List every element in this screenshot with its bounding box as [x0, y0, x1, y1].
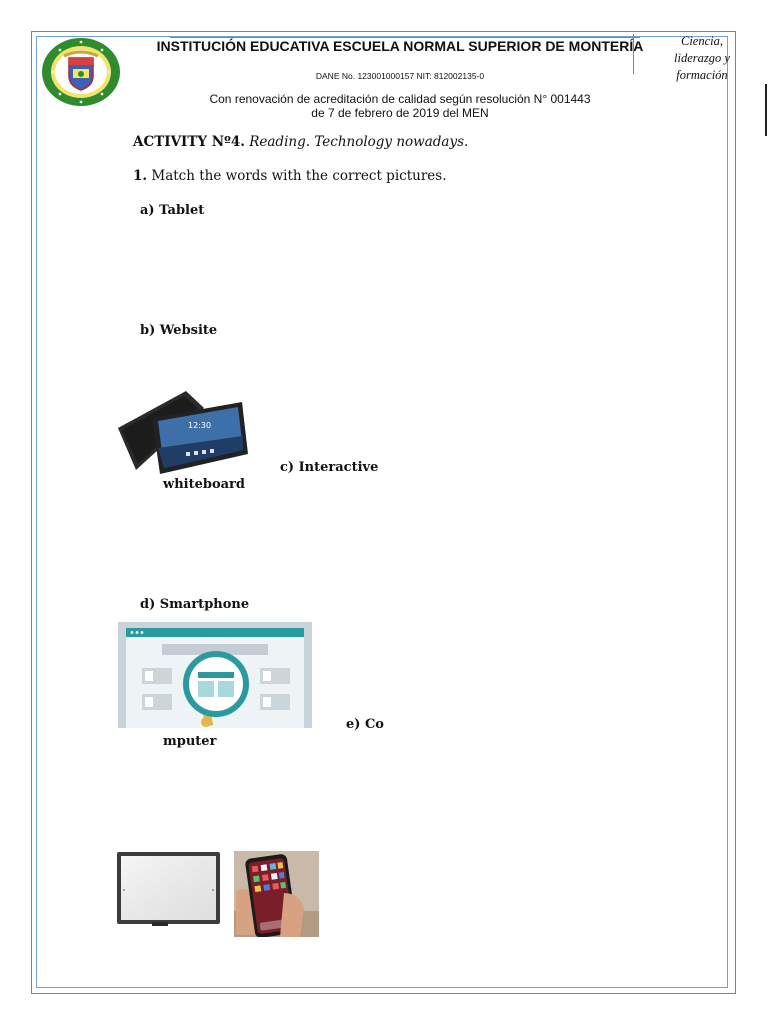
option-b: b) Website — [140, 323, 218, 338]
instruction-text: Match the words with the correct pictures. — [151, 168, 447, 184]
accreditation-line-1: Con renovación de acreditación de calidad según resolución N° 001443 — [209, 92, 591, 106]
school-seal-logo — [40, 36, 122, 108]
accreditation-line-2: de 7 de febrero de 2019 del MEN — [311, 106, 489, 120]
interactive-whiteboard-picture — [116, 850, 221, 928]
activity-subtitle: Reading. Technology nowadays. — [249, 134, 469, 150]
option-c-part1: c) Interactive — [280, 460, 379, 475]
institution-name: INSTITUCIÓN EDUCATIVA ESCUELA NORMAL SUPERIOR DE MONTERÍA — [156, 38, 644, 54]
motto-line-1: Ciencia, — [680, 34, 723, 48]
option-c-part2: whiteboard — [163, 477, 245, 492]
accreditation-text — [150, 92, 650, 120]
option-e-part1: e) Co — [346, 717, 384, 732]
motto — [664, 33, 740, 84]
option-e-part2: mputer — [163, 734, 217, 749]
option-a: a) Tablet — [140, 203, 205, 218]
instruction — [133, 168, 446, 184]
activity-title — [133, 134, 468, 150]
smartphone-picture — [234, 851, 319, 937]
website-picture — [118, 622, 312, 728]
motto-line-3: formación — [676, 68, 728, 82]
edge-mark — [765, 84, 767, 136]
tablet-screen-time: 12:30 — [188, 421, 212, 430]
option-d: d) Smartphone — [140, 597, 250, 612]
tablet-picture — [116, 388, 250, 478]
activity-number: ACTIVITY Nº4. — [133, 134, 245, 150]
dane-nit: DANE No. 123001000157 NIT: 812002135-0 — [315, 71, 485, 81]
instruction-number: 1. — [133, 168, 148, 184]
motto-line-2: liderazgo y — [674, 51, 730, 65]
